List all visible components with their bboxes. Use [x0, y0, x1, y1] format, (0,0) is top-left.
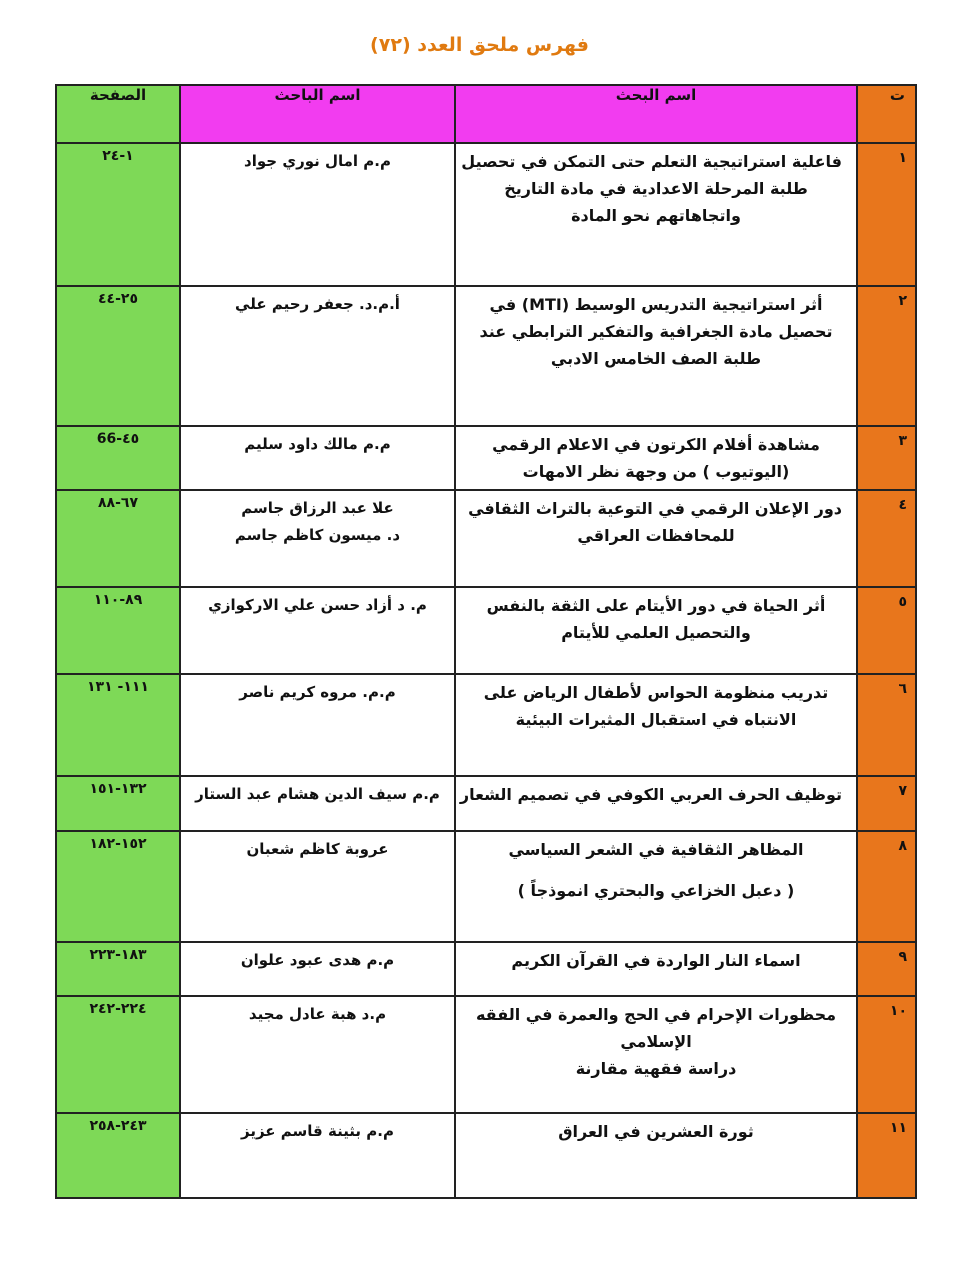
researcher-name-line: أ.م.د. جعفر رحيم علي [235, 295, 400, 313]
researcher-name-line: علا عبد الرزاق جاسم [241, 499, 394, 517]
research-title-line: محظورات الإحرام في الحج والعمرة في الفقه [475, 1005, 837, 1024]
researcher-name-line: م.م سيف الدين هشام عبد الستار [195, 785, 440, 803]
researcher-name-line: عروبة كاظم شعبان [246, 840, 389, 858]
research-title-line: أثر استراتيجية التدريس الوسيط (MTI) في [489, 295, 823, 314]
table-row [56, 490, 916, 587]
researcher-name-line: م.د هبة عادل مجيد [248, 1005, 387, 1023]
research-title-line: الانتباه في استقبال المثيرات البيئية [515, 710, 797, 729]
page-range: ٤٥-66 [56, 426, 180, 490]
research-title [455, 490, 857, 587]
researcher-name [180, 426, 455, 490]
researcher-name [180, 831, 455, 942]
table-row [56, 143, 916, 286]
table-body [56, 143, 916, 1198]
researcher-name [180, 776, 455, 831]
researcher-name-line: م.م مالك داود سليم [244, 435, 391, 453]
research-title-line: أثر الحياة في دور الأيتام على الثقة بالنفس [486, 596, 826, 615]
research-title [455, 143, 857, 286]
page-range: ٦٧-٨٨ [56, 490, 180, 587]
research-title-line: (اليوتيوب ) من وجهة نظر الامهات [522, 462, 790, 481]
research-title-line: مشاهدة أفلام الكرتون في الاعلام الرقمي [492, 435, 820, 454]
research-title [455, 426, 857, 490]
researcher-name-line: م.م بثينة قاسم عزيز [241, 1122, 394, 1140]
page-range: ٢٥-٤٤ [56, 286, 180, 426]
page-title: فهرس ملحق العدد (٧٢) [370, 34, 589, 56]
row-number: ٧ [857, 776, 916, 831]
table-row [56, 1113, 916, 1198]
researcher-name [180, 996, 455, 1113]
research-title [455, 1113, 857, 1198]
research-title-line: تدريب منظومة الحواس لأطفال الرياض على [483, 683, 829, 702]
table-row [56, 831, 916, 942]
researcher-name [180, 1113, 455, 1198]
researcher-name-line: د. ميسون كاظم جاسم [234, 526, 401, 544]
researcher-name-line: م.م امال نوري جواد [244, 152, 391, 170]
page-range: ٨٩-١١٠ [56, 587, 180, 674]
research-title-line: دور الإعلان الرقمي في التوعية بالتراث الثقافي [468, 499, 842, 518]
page-range: ١-٢٤ [56, 143, 180, 286]
research-title [455, 996, 857, 1113]
research-title-line: ( دعبل الخزاعي والبحتري انموذجاً ) [517, 881, 795, 900]
table-row [56, 426, 916, 490]
table-row [56, 674, 916, 776]
research-title-line: واتجاهاتهم نحو المادة [571, 206, 741, 225]
research-title [455, 674, 857, 776]
researcher-name [180, 942, 455, 996]
row-number: ١٠ [857, 996, 916, 1113]
research-title-line: فاعلية استراتيجية التعلم حتى التمكن في تحصيل [461, 152, 842, 171]
research-title-line: المظاهر الثقافية في الشعر السياسي [508, 840, 804, 859]
research-title-line: توظيف الحرف العربي الكوفي في تصميم الشعار [459, 785, 842, 804]
table-row [56, 776, 916, 831]
header-research: اسم البحث [455, 85, 857, 143]
row-number: ٨ [857, 831, 916, 942]
page-range: ١٥٢-١٨٢ [56, 831, 180, 942]
row-number: ٣ [857, 426, 916, 490]
page-range: ٢٤٣-٢٥٨ [56, 1113, 180, 1198]
header-page: الصفحة [56, 85, 180, 143]
header-num: ت [857, 85, 916, 143]
research-title [455, 776, 857, 831]
row-number: ٢ [857, 286, 916, 426]
research-title-line: تحصيل مادة الجغرافية والتفكير الترابطي عند [479, 322, 833, 341]
page-range: ١٨٣-٢٢٣ [56, 942, 180, 996]
research-title-line: اسماء النار الواردة في القرآن الكريم [511, 951, 801, 970]
table-row [56, 286, 916, 426]
index-table [55, 84, 917, 1199]
research-title-line: والتحصيل العلمي للأيتام [561, 623, 751, 642]
page-range: ١٣٢-١٥١ [56, 776, 180, 831]
researcher-name [180, 286, 455, 426]
row-number: ٥ [857, 587, 916, 674]
researcher-name [180, 490, 455, 587]
research-title-line: دراسة فقهية مقارنة [575, 1059, 737, 1078]
research-title-line: طلبة الصف الخامس الادبي [550, 349, 762, 368]
row-number: ٩ [857, 942, 916, 996]
row-number: ١ [857, 143, 916, 286]
research-title [455, 831, 857, 942]
table-row [56, 587, 916, 674]
researcher-name [180, 587, 455, 674]
row-number: ٦ [857, 674, 916, 776]
researcher-name-line: م. د أزاد حسن علي الاركوازي [208, 596, 427, 614]
research-title-line: طلبة المرحلة الاعدادية في مادة التاريخ [504, 179, 808, 198]
header-researcher: اسم الباحث [180, 85, 455, 143]
research-title [455, 587, 857, 674]
research-title [455, 286, 857, 426]
research-title-line: ثورة العشرين في العراق [558, 1122, 754, 1141]
researcher-name-line: م.م هدى عبود علوان [240, 951, 395, 969]
researcher-name [180, 143, 455, 286]
header-row [56, 85, 916, 143]
page-range: ٢٢٤-٢٤٢ [56, 996, 180, 1113]
research-title-line: الإسلامي [620, 1032, 692, 1051]
table-row [56, 942, 916, 996]
row-number: ١١ [857, 1113, 916, 1198]
researcher-name-line: م.م. مروه كريم ناصر [239, 683, 396, 701]
table-row [56, 996, 916, 1113]
page-range: ١١١- ١٣١ [56, 674, 180, 776]
research-title-line: للمحافظات العراقي [577, 526, 735, 545]
research-title [455, 942, 857, 996]
row-number: ٤ [857, 490, 916, 587]
researcher-name [180, 674, 455, 776]
